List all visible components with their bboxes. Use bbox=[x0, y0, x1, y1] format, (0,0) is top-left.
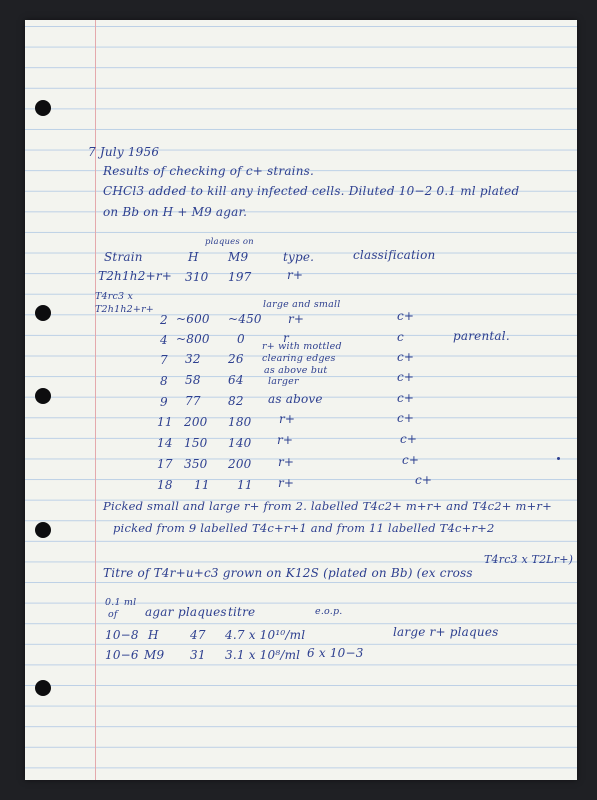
binder-hole bbox=[35, 100, 51, 116]
row-m9: 11 bbox=[237, 478, 253, 492]
titre-row-plaques: 47 bbox=[190, 628, 206, 642]
ink-dot bbox=[557, 457, 560, 460]
row-h: ~800 bbox=[176, 332, 210, 346]
row-m9: 140 bbox=[228, 436, 252, 450]
header-classification: classification bbox=[353, 248, 436, 262]
row-note: parental. bbox=[453, 329, 510, 343]
titre-row-dilution: 10−6 bbox=[105, 648, 139, 662]
row-strain: 7 bbox=[160, 353, 168, 367]
row-h: 200 bbox=[184, 415, 208, 429]
titre-line: Titre of T4r+u+c3 grown on K12S (plated on Bb) (ex cross bbox=[103, 566, 473, 580]
row-class: c+ bbox=[402, 453, 420, 467]
picked-line-1: Picked small and large r+ from 2. labelled T4c2+ m+r+ and T4c2+ m+r+ bbox=[103, 499, 552, 513]
row-h: ~600 bbox=[176, 312, 210, 326]
header-dilution: 0.1 ml bbox=[105, 597, 137, 608]
row-type: as above but bbox=[264, 365, 328, 376]
row-strain: 11 bbox=[157, 415, 173, 429]
header-plaques-on: plaques on bbox=[205, 237, 254, 247]
titre-row-titre: 4.7 x 10¹⁰/ml bbox=[225, 628, 306, 642]
row-h: 32 bbox=[185, 352, 201, 366]
row-m9: 0 bbox=[237, 332, 245, 346]
row-type-2: larger bbox=[268, 376, 299, 387]
titre-row-note: large r+ plaques bbox=[393, 625, 499, 639]
row-strain: 18 bbox=[157, 478, 173, 492]
row-class: c+ bbox=[397, 411, 415, 425]
row-m9: 180 bbox=[228, 415, 252, 429]
row-type: r bbox=[283, 331, 289, 345]
row-class: c+ bbox=[397, 350, 415, 364]
header-eop: e.o.p. bbox=[315, 606, 343, 617]
binder-hole bbox=[35, 522, 51, 538]
entry-heading: Results of checking of c+ strains. bbox=[103, 164, 315, 178]
cross-label: T2h1h2+r+ bbox=[95, 304, 154, 315]
row-m9: 26 bbox=[228, 352, 244, 366]
row-strain: 14 bbox=[157, 436, 173, 450]
method-line-1: CHCl3 added to kill any infected cells. Diluted 10−2 0.1 ml plated bbox=[103, 184, 520, 198]
row-m9: 82 bbox=[228, 394, 244, 408]
row-class: c+ bbox=[397, 309, 415, 323]
header-m9: M9 bbox=[228, 250, 249, 264]
row-type-2: r+ bbox=[288, 312, 305, 326]
header-type: type. bbox=[283, 250, 315, 264]
header-agar: agar bbox=[145, 605, 174, 619]
titre-row-plaques: 31 bbox=[190, 648, 206, 662]
row-type: r+ bbox=[278, 455, 295, 469]
row-m9: 64 bbox=[228, 373, 244, 387]
header-titre: titre bbox=[228, 605, 256, 619]
row-class: c+ bbox=[400, 432, 418, 446]
row-class: c bbox=[397, 330, 404, 344]
control-m9: 197 bbox=[228, 270, 252, 284]
row-h: 350 bbox=[184, 457, 208, 471]
row-strain: 8 bbox=[160, 374, 168, 388]
row-strain: 17 bbox=[157, 457, 173, 471]
method-line-2: on Bb on H + M9 agar. bbox=[103, 205, 248, 219]
row-type: large and small bbox=[263, 299, 341, 310]
control-type: r+ bbox=[287, 268, 304, 282]
titre-row-agar: H bbox=[148, 628, 159, 642]
titre-row-titre: 3.1 x 10⁸/ml bbox=[225, 648, 301, 662]
row-type: r+ with mottled bbox=[262, 341, 342, 352]
binder-hole bbox=[35, 680, 51, 696]
header-dilution: of bbox=[108, 609, 118, 620]
row-strain: 2 bbox=[160, 313, 168, 327]
entry-date: 7 July 1956 bbox=[88, 145, 160, 159]
row-h: 150 bbox=[184, 436, 208, 450]
cross-note: T4rc3 x T2Lr+) bbox=[484, 553, 574, 566]
picked-line-2: picked from 9 labelled T4c+r+1 and from 11 labelled T4c+r+2 bbox=[113, 521, 495, 535]
row-m9: ~450 bbox=[228, 312, 262, 326]
row-strain: 4 bbox=[160, 333, 168, 347]
binder-hole bbox=[35, 388, 51, 404]
row-type: r+ bbox=[278, 476, 295, 490]
row-type: r+ bbox=[277, 433, 294, 447]
row-strain: 9 bbox=[160, 395, 168, 409]
row-class: c+ bbox=[397, 370, 415, 384]
titre-row-eop: 6 x 10−3 bbox=[307, 646, 364, 660]
titre-row-agar: M9 bbox=[144, 648, 165, 662]
header-strain: Strain bbox=[104, 250, 143, 264]
binder-hole bbox=[35, 305, 51, 321]
control-strain: T2h1h2+r+ bbox=[98, 269, 173, 283]
row-h: 11 bbox=[194, 478, 210, 492]
row-h: 58 bbox=[185, 373, 201, 387]
titre-row-dilution: 10−8 bbox=[105, 628, 139, 642]
row-class: c+ bbox=[415, 473, 433, 487]
row-type-2: clearing edges bbox=[262, 353, 336, 364]
row-class: c+ bbox=[397, 391, 415, 405]
cross-label: T4rc3 x bbox=[95, 291, 134, 302]
control-h: 310 bbox=[185, 270, 209, 284]
header-plaques: plaques bbox=[178, 605, 227, 619]
row-m9: 200 bbox=[228, 457, 252, 471]
row-h: 77 bbox=[185, 394, 201, 408]
row-type: r+ bbox=[279, 412, 296, 426]
header-h: H bbox=[188, 250, 199, 264]
row-type: as above bbox=[268, 392, 323, 406]
